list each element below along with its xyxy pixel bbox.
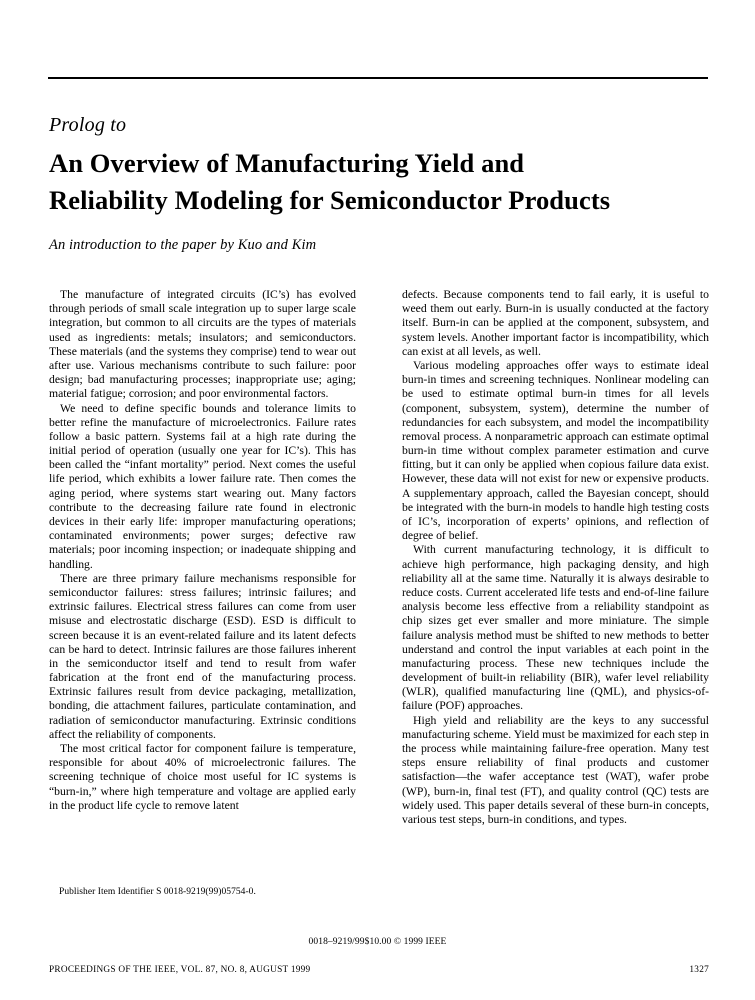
running-footer — [49, 964, 709, 976]
right-column — [402, 288, 709, 827]
prolog-label: Prolog to — [49, 114, 127, 136]
page-subtitle: An introduction to the paper by Kuo and Kim — [49, 237, 317, 253]
left-column — [49, 288, 356, 827]
page-title-line-1: An Overview of Manufacturing Yield and — [49, 148, 525, 178]
paragraph: With current manufacturing technology, it is difficult to achieve high performance, high packaging density, and high reliability all at the same time. Naturally it is always desirable to reduce costs. Current accelerated life tests and end-of-line failure analysis become less effective from a reliability standpoint as chip sizes get ever smaller and more miniature. The simple failure analysis method must be shifted to new methods to better understand and control the input variables at each point in the manufacturing process. These new techniques include the development of built-in reliability (BIR), wafer level reliability (WLR), qualified manufacturing line (QML), and physics-of-failure (POF) approaches. — [402, 543, 709, 713]
page-number: 1327 — [689, 965, 709, 975]
paragraph: We need to define specific bounds and tolerance limits to better refine the manufacture of microelectronics. Failure rates follow a basic pattern. Systems fail at a high rate during the initial period of operation (usually one year for IC’s). This has been called the “infant mortality” period. Next comes the useful life period, which exhibits a lower failure rate. Then comes the aging period, where systems start wearing out. Many factors contribute to the decreasing failure rate found in electronic devices in their early life: improper manufacturing operations; contaminated environments; power surges; defective raw materials; poor incoming inspection; or inadequate shipping and handling. — [49, 401, 356, 571]
journal-reference: PROCEEDINGS OF THE IEEE, VOL. 87, NO. 8, AUGUST 1999 — [49, 965, 311, 975]
paragraph: The manufacture of integrated circuits (IC’s) has evolved through periods of small scale integration up to super large scale integration, but common to all circuits are the types of materials used as ingredients: metals; insulators; and semiconductors. These materials (and the systems they comprise) tend to wear out after use. Various mechanisms contribute to such failure: poor design; bad manufacturing processes; inappropriate use; aging; material fatigue; corrosion; and poor environmental factors. — [49, 288, 356, 401]
paragraph: defects. Because components tend to fail early, it is useful to weed them out early. Burn-in is usually conducted at the factory itself. Burn-in can be applied at the component, subsystem, and system levels. Another important factor is incompatibility, which can exist at all levels, as well. — [402, 288, 709, 358]
body-columns — [49, 288, 709, 827]
paragraph: Various modeling approaches offer ways to estimate ideal burn-in times and screening techniques. Nonlinear modeling can be used to estimate optimal burn-in times for all levels (component, subsystem, system), determine the number of redundancies for each subsystem, and model the incompatibility removal process. A nonparametric approach can estimate optimal burn-in time without complex parameter estimation and curve fitting, but it can only be applied when copious failure data exist. However, these data will not exist for new or expensive products. A supplementary approach, called the Bayesian concept, should be integrated with the burn-in models to handle high testing costs of IC’s, incorporation of experts’ opinions, and reflection of degree of belief. — [402, 358, 709, 543]
copyright-notice: 0018–9219/99$10.00 © 1999 IEEE — [308, 937, 447, 947]
paragraph: High yield and reliability are the keys to any successful manufacturing scheme. Yield must be maximized for each step in the process while maintaining failure-free operation. Many test steps ensure reliability of final products and customer satisfaction—the wafer acceptance test (WAT), wafer probe (WP), burn-in, final test (FT), and quality control (QC) tests are widely used. This paper details several of these burn-in concepts, various test steps, burn-in conditions, and types. — [402, 713, 709, 826]
masthead — [49, 113, 709, 254]
publisher-item-identifier: Publisher Item Identifier S 0018-9219(99)05754-0. — [59, 887, 256, 897]
footnote-area — [49, 886, 356, 898]
page-title — [49, 145, 709, 219]
paragraph: The most critical factor for component failure is temperature, responsible for about 40% of microelectronic failures. The screening technique of choice most useful for IC systems is “burn-in,” where high temperature and voltage are applied early in the product life cycle to remove latent — [49, 742, 356, 812]
paragraph: There are three primary failure mechanisms responsible for semiconductor failures: stress failures; intrinsic failures; and extrinsic failures. Electrical stress failures can come from user misuse and electrostatic discharge (ESD). ESD is difficult to screen because it is an event-related failure and its latent defects can be hard to detect. Intrinsic failures are those failures inherent in the semiconductor itself and tend to result from wafer fabrication at the front end of the manufacturing process. Extrinsic failures result from device packaging, metallization, bonding, die attachment failures, particulate contamination, and radiation of semiconductor manufacturing. Extrinsic conditions affect the reliability of components. — [49, 571, 356, 741]
header-rule — [48, 77, 708, 79]
page-title-line-2: Reliability Modeling for Semiconductor Products — [49, 185, 611, 215]
